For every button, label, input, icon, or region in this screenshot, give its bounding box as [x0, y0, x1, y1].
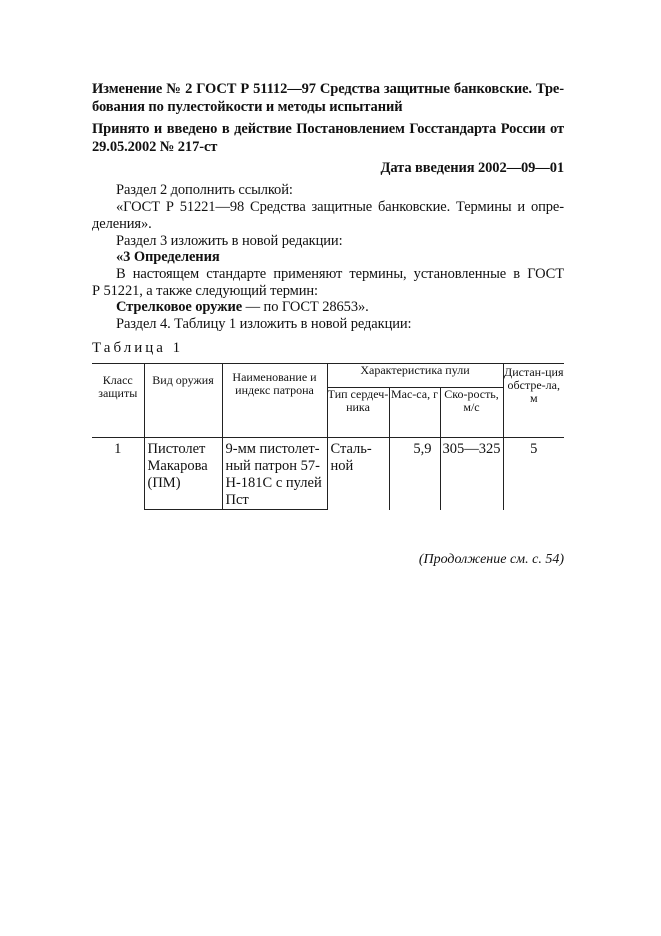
paragraph-section-2: Раздел 2 дополнить ссылкой:	[116, 182, 293, 198]
header-class: Класс защиты	[92, 364, 144, 438]
adoption-line-1: Принято и введено в действие Постановлением Госстандарта России от	[92, 121, 564, 137]
cell-mass: 5,9	[389, 438, 440, 510]
header-cartridge: Наименование и индекс патрона	[222, 364, 327, 438]
header-speed: Ско-рость, м/с	[440, 388, 503, 438]
continuation-note: (Продолжение см. с. 54)	[418, 552, 564, 567]
cell-class: 1	[92, 438, 144, 510]
cell-weapon: Пистолет Макарова (ПМ)	[144, 438, 222, 510]
header-distance: Дистан-ция обстре-ла, м	[503, 364, 564, 438]
cell-distance: 5	[503, 438, 564, 510]
term-definition	[116, 299, 369, 316]
header-bullet: Характеристика пули	[327, 364, 503, 388]
paragraph-terms-line-1: В настоящем стандарте применяют термины, установленные в ГОСТ	[116, 266, 564, 282]
paragraph-reference-line-2: деления».	[92, 216, 152, 232]
amendment-title-line-2: бования по пулестойкости и методы испытаний	[92, 99, 403, 115]
table-row	[92, 438, 564, 510]
paragraph-reference-line-1: «ГОСТ Р 51221—98 Средства защитные банковские. Термины и опре-	[116, 199, 564, 215]
header-weapon: Вид оружия	[144, 364, 222, 438]
term-name: Стрелковое оружие	[116, 299, 243, 315]
cell-cartridge: 9-мм пистолет-ный патрон 57-Н-181С с пулей Пст	[222, 438, 327, 510]
paragraph-section-4: Раздел 4. Таблицу 1 изложить в новой редакции:	[116, 316, 412, 332]
header-core: Тип сердеч-ника	[327, 388, 389, 438]
paragraph-section-3: Раздел 3 изложить в новой редакции:	[116, 233, 343, 249]
header-mass: Мас-са, г	[389, 388, 440, 438]
table-1	[92, 363, 564, 510]
cell-speed: 305—325	[440, 438, 503, 510]
definitions-heading: «3 Определения	[116, 249, 220, 265]
amendment-title-line-1: Изменение № 2 ГОСТ Р 51112—97 Средства защитные банковские. Тре-	[92, 81, 564, 97]
table-caption: Таблица 1	[92, 340, 184, 356]
cell-core: Сталь-ной	[327, 438, 389, 510]
adoption-line-2: 29.05.2002 № 217-ст	[92, 139, 218, 155]
term-reference: — по ГОСТ 28653».	[242, 299, 369, 315]
paragraph-terms-line-2: Р 51221, а также следующий термин:	[92, 283, 318, 299]
effective-date: Дата введения 2002—09—01	[380, 160, 564, 176]
